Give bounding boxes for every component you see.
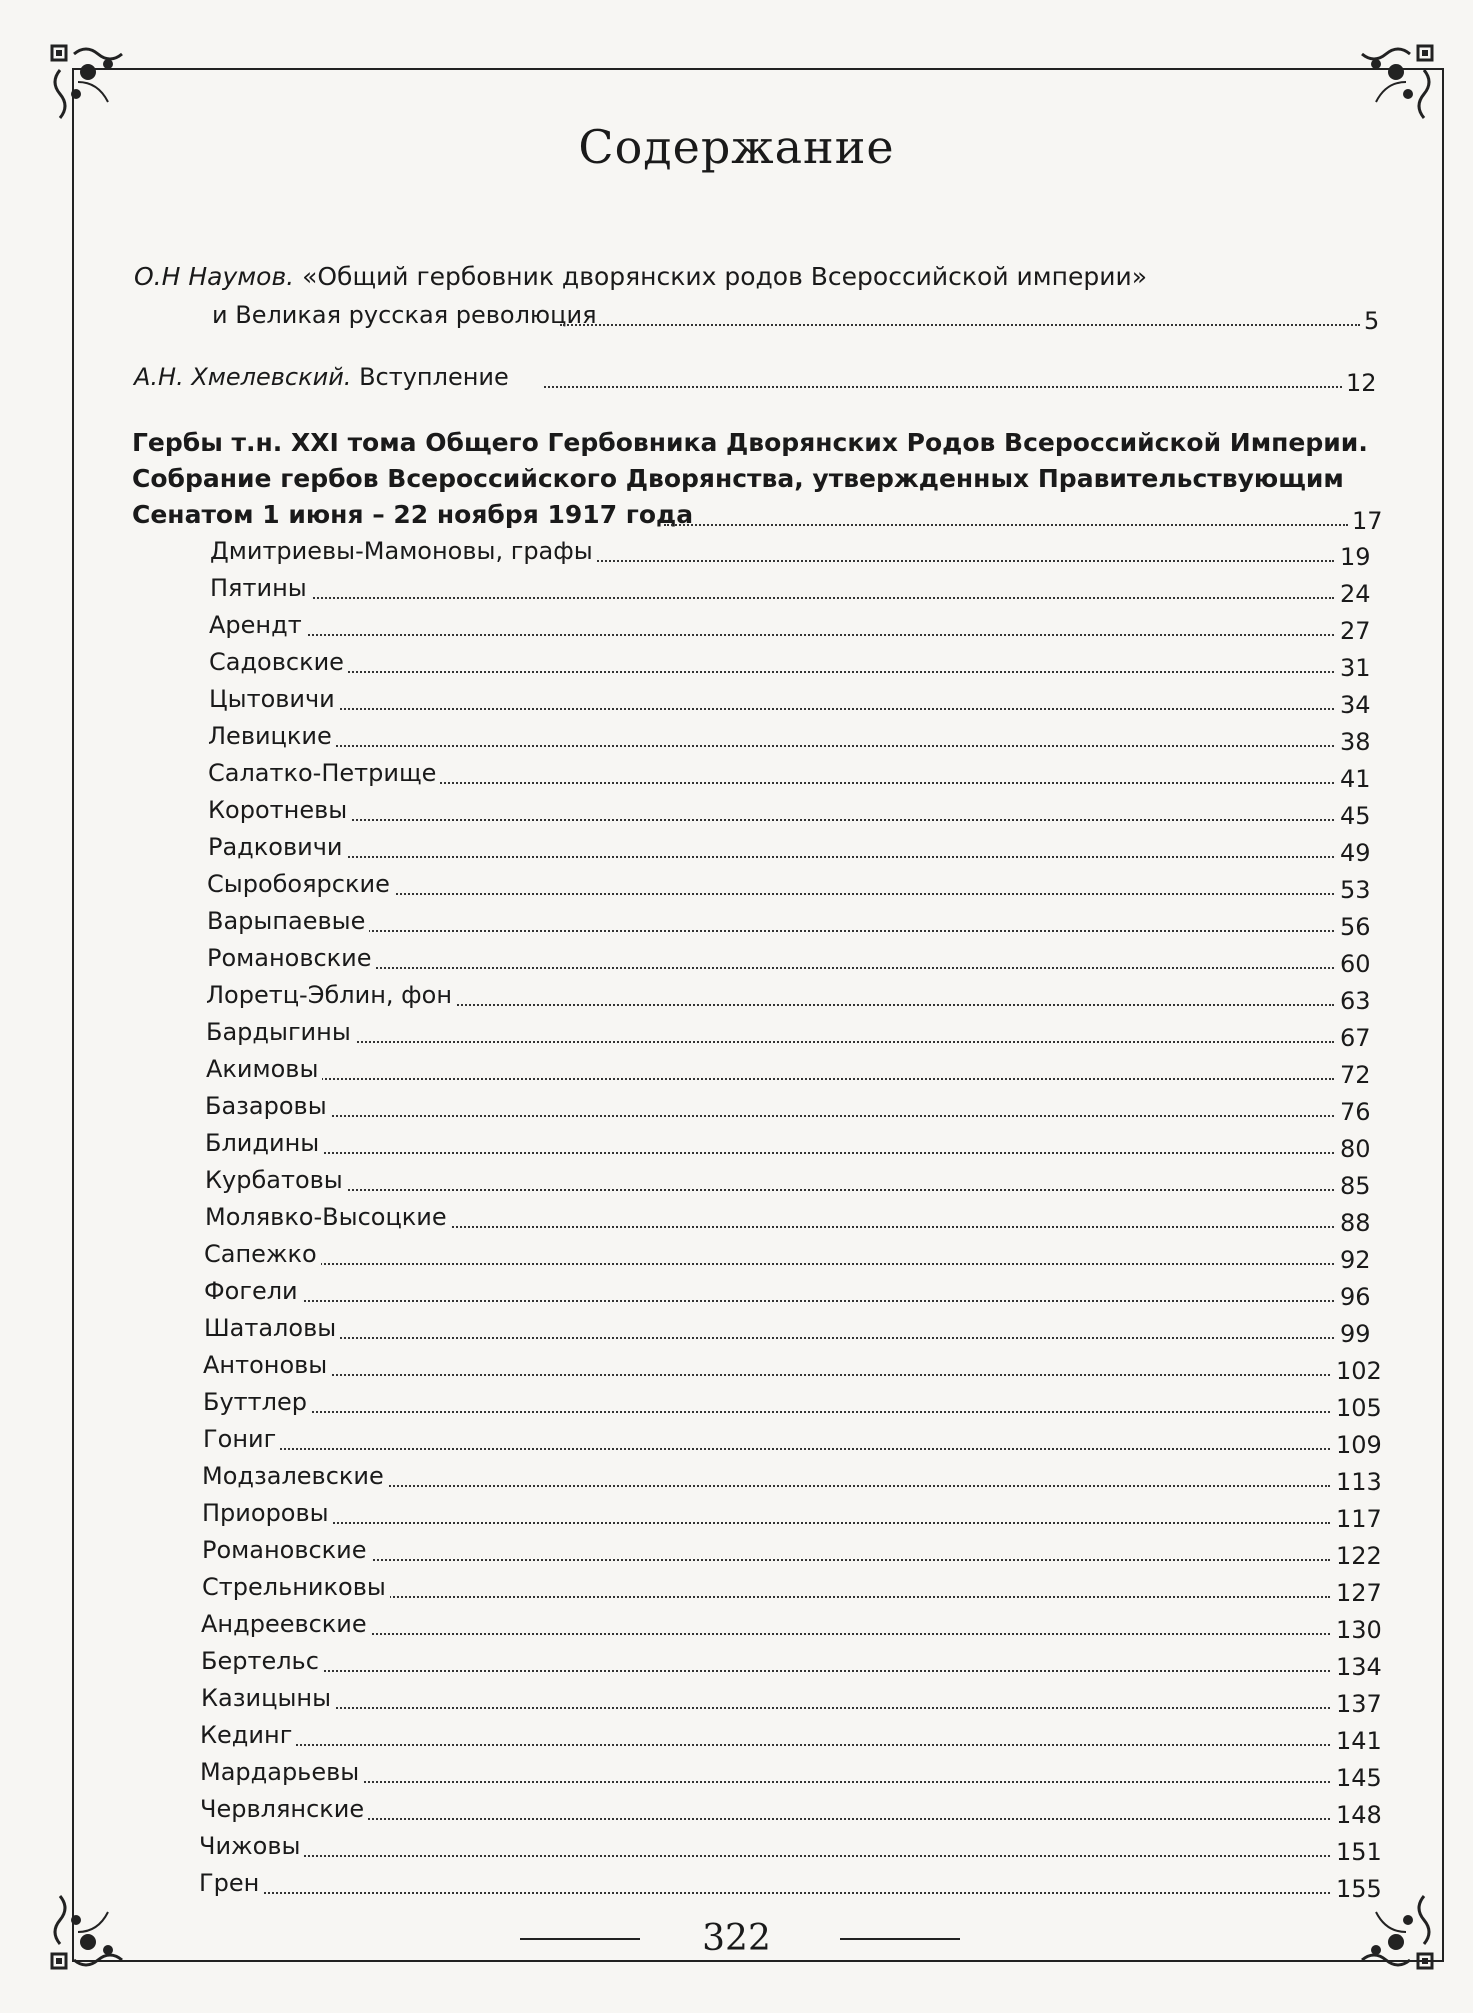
toc-item-page: 148 [1336,1801,1382,1829]
toc-item[interactable] [0,608,1473,645]
dot-leader [221,1705,1330,1709]
toc-item[interactable] [0,1311,1473,1348]
toc-item-page: 31 [1340,654,1371,682]
dot-leader [221,1631,1330,1635]
toc-item-label: Казицыны [201,1681,335,1715]
toc-item-label: Сапежко [204,1237,321,1271]
section-heading-text: Сенатом 1 июня – 22 ноября 1917 года [132,498,697,532]
dot-leader [221,1668,1330,1672]
footer-rule-right [840,1938,960,1940]
toc-item-label: Садовские [209,645,348,679]
toc-item-label: Курбатовы [205,1163,347,1197]
intro-author: А.Н. Хмелевский. [134,363,352,391]
toc-item-label: Стрельниковы [202,1570,390,1604]
toc-item-page: 155 [1336,1875,1382,1903]
intro-entry-2[interactable] [0,360,1473,397]
toc-item[interactable] [0,1274,1473,1311]
toc-item[interactable] [0,1496,1473,1533]
toc-item-page: 92 [1340,1246,1371,1274]
toc-item-page: 27 [1340,617,1371,645]
toc-item-label: Базаровы [205,1089,331,1123]
dot-leader [230,595,1334,599]
section-heading-line2: Собрание гербов Всероссийского Дворянства, утвержденных Правительствующим [132,464,1344,493]
toc-item-page: 60 [1340,950,1371,978]
dot-leader [220,1742,1330,1746]
dot-leader [219,1853,1330,1857]
toc-item-label: Гониг [203,1422,280,1456]
toc-item-page: 49 [1340,839,1371,867]
toc-item-label: Лоретц-Эблин, фон [206,978,456,1012]
toc-item-page: 76 [1340,1098,1371,1126]
intro-entry-1-line2[interactable] [0,298,1473,335]
toc-item-page: 96 [1340,1283,1371,1311]
toc-item-label: Модзалевские [202,1459,388,1493]
toc-item-page: 63 [1340,987,1371,1015]
toc-item[interactable] [0,645,1473,682]
dot-leader [664,522,1348,526]
toc-item-label: Варыпаевые [207,904,369,938]
toc-item-label: Салатко-Петрище [208,756,440,790]
toc-item-label: Червлянские [200,1792,368,1826]
dot-leader [560,322,1360,326]
toc-item-page: 137 [1336,1690,1382,1718]
toc-item-page: 34 [1340,691,1371,719]
dot-leader [226,1076,1334,1080]
section-heading-line1: Гербы т.н. XXI тома Общего Гербовника Дворянских Родов Всероссийской Империи. [132,428,1368,457]
toc-item-page: 113 [1336,1468,1382,1496]
toc-item-page: 134 [1336,1653,1382,1681]
dot-leader [223,1446,1330,1450]
dot-leader [228,817,1334,821]
toc-item-label: Грен [199,1866,263,1900]
dot-leader [224,1298,1334,1302]
dot-leader [544,384,1342,388]
toc-item[interactable] [0,1718,1473,1755]
page-title: Содержание [578,120,895,174]
toc-item[interactable] [0,904,1473,941]
toc-item[interactable] [0,1681,1473,1718]
toc-item-label: Сыробоярские [207,867,394,901]
toc-item-page: 105 [1336,1394,1382,1422]
toc-item[interactable] [0,1755,1473,1792]
toc-item-page: 99 [1340,1320,1371,1348]
toc-item-page: 85 [1340,1172,1371,1200]
dot-leader [225,1187,1334,1191]
toc-item-label: Фогели [204,1274,302,1308]
toc-item[interactable] [0,571,1473,608]
dot-leader [227,965,1334,969]
toc-item[interactable] [0,756,1473,793]
toc-item-label: Андреевские [201,1607,371,1641]
toc-item[interactable] [0,1866,1473,1903]
toc-item-label: Романовские [207,941,376,975]
dot-leader [224,1261,1334,1265]
toc-item-page: 88 [1340,1209,1371,1237]
toc-item[interactable] [0,682,1473,719]
toc-item-page: 122 [1336,1542,1382,1570]
dot-leader [220,1816,1330,1820]
toc-item-page: 72 [1340,1061,1371,1089]
toc-item[interactable] [0,1052,1473,1089]
toc-item-label: Акимовы [206,1052,322,1086]
toc-item-page: 145 [1336,1764,1382,1792]
toc-item[interactable] [0,793,1473,830]
toc-item-page: 117 [1336,1505,1382,1533]
toc-item-label: Антоновы [203,1348,331,1382]
toc-item-label: Пятины [210,571,311,605]
toc-item-label: Цытовичи [209,682,339,716]
toc-item-page: 109 [1336,1431,1382,1459]
toc-item-page: 151 [1336,1838,1382,1866]
page-number: 322 [702,1918,771,1959]
toc-item-label: Молявко-Высоцкие [205,1200,451,1234]
toc-item[interactable] [0,1348,1473,1385]
toc-item-label: Левицкие [208,719,336,753]
toc-item-page: 56 [1340,913,1371,941]
dot-leader [222,1557,1330,1561]
toc-item[interactable] [0,719,1473,756]
toc-item-label: Буттлер [203,1385,311,1419]
toc-item[interactable] [0,1126,1473,1163]
intro-title: «Общий гербовник дворянских родов Всероссийской империи» [294,262,1148,291]
intro-entry-1-line1 [134,262,1147,291]
toc-item-label: Коротневы [208,793,351,827]
toc-item[interactable] [0,1459,1473,1496]
toc-item-page: 19 [1340,543,1371,571]
toc-item-page: 53 [1340,876,1371,904]
toc-item-page: 41 [1340,765,1371,793]
intro-title: Вступление [351,363,509,391]
toc-item[interactable] [0,1163,1473,1200]
toc-item[interactable] [0,1570,1473,1607]
toc-item-page: 24 [1340,580,1371,608]
dot-leader [227,928,1334,932]
dot-leader [226,1039,1334,1043]
toc-item-page: 38 [1340,728,1371,756]
dot-leader [222,1520,1330,1524]
dot-leader [229,632,1334,636]
toc-item[interactable] [0,1385,1473,1422]
toc-item-page: 45 [1340,802,1371,830]
toc-item-page: 102 [1336,1357,1382,1385]
intro-author: О.Н Наумов. [134,262,295,291]
toc-item[interactable] [0,1607,1473,1644]
page-ref: 5 [1364,307,1380,335]
toc-item-page: 141 [1336,1727,1382,1755]
toc-item[interactable] [0,978,1473,1015]
toc-item-label: Арендт [209,608,306,642]
toc-item-label: Мардарьевы [200,1755,363,1789]
toc-item-label: Приоровы [202,1496,333,1530]
intro-subtitle: и Великая русская революция [212,298,601,332]
toc-item[interactable] [0,1237,1473,1274]
dot-leader [220,1779,1330,1783]
dot-leader [219,1890,1330,1894]
toc-item[interactable] [0,1422,1473,1459]
toc-item-page: 127 [1336,1579,1382,1607]
toc-item[interactable] [0,1644,1473,1681]
toc-item-label: Кединг [200,1718,296,1752]
toc-item[interactable] [0,1829,1473,1866]
toc-item[interactable] [0,534,1473,571]
toc-item-label: Чижовы [199,1829,304,1863]
toc-item-page: 67 [1340,1024,1371,1052]
dot-leader [223,1372,1330,1376]
toc-item[interactable] [0,830,1473,867]
toc-item-label: Радковичи [208,830,346,864]
toc-item[interactable] [0,1533,1473,1570]
toc-item-label: Бертельс [201,1644,323,1678]
toc-item-label: Романовские [202,1533,371,1567]
dot-leader [228,854,1334,858]
toc-item[interactable] [0,941,1473,978]
toc-item[interactable] [0,1089,1473,1126]
dot-leader [224,1335,1334,1339]
page-ref: 12 [1346,369,1377,397]
toc-item-label: Шаталовы [204,1311,340,1345]
toc-item-label: Дмитриевы-Мамоновы, графы [210,534,597,568]
toc-item[interactable] [0,1792,1473,1829]
dot-leader [229,669,1334,673]
dot-leader [222,1483,1330,1487]
section-heading-line3[interactable] [0,498,1473,535]
toc-item-page: 130 [1336,1616,1382,1644]
dot-leader [225,1113,1334,1117]
toc-item-label: Блидины [205,1126,323,1160]
page-ref: 17 [1352,507,1383,535]
dot-leader [228,743,1334,747]
dot-leader [225,1150,1334,1154]
toc-item-page: 80 [1340,1135,1371,1163]
toc-item-label: Бардыгины [206,1015,355,1049]
dot-leader [229,706,1334,710]
toc-item[interactable] [0,1200,1473,1237]
dot-leader [223,1409,1330,1413]
toc-item[interactable] [0,1015,1473,1052]
toc-item[interactable] [0,867,1473,904]
